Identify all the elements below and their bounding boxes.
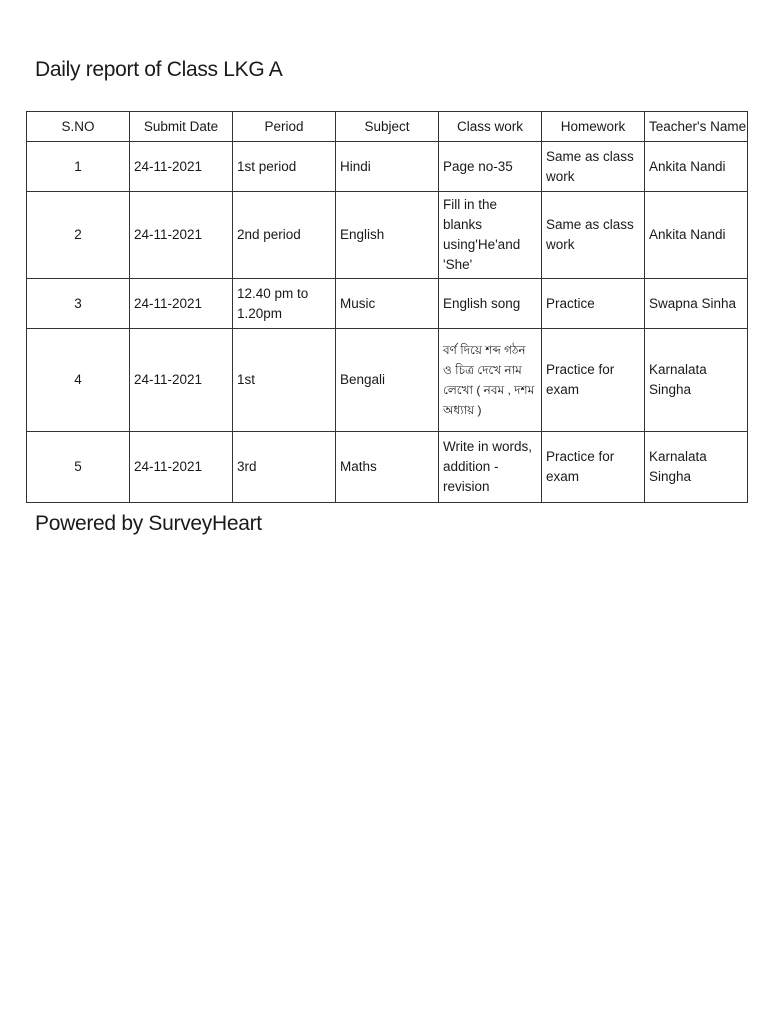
column-header-class-work: Class work [439, 112, 542, 142]
cell-sno: 3 [27, 279, 130, 329]
column-header-period: Period [233, 112, 336, 142]
cell-homework: Practice for exam [542, 329, 645, 432]
cell-subject: Music [336, 279, 439, 329]
cell-class-work: Fill in the blanks using'He'and 'She' [439, 192, 542, 279]
cell-homework: Practice for exam [542, 432, 645, 503]
table-row [27, 142, 748, 192]
cell-period: 3rd [233, 432, 336, 503]
header-row [27, 112, 748, 142]
cell-teacher-name: Karnalata Singha [645, 432, 748, 503]
cell-homework: Practice [542, 279, 645, 329]
column-header-homework: Homework [542, 112, 645, 142]
cell-subject: Bengali [336, 329, 439, 432]
table-row [27, 192, 748, 279]
cell-teacher-name: Ankita Nandi [645, 192, 748, 279]
cell-subject: Hindi [336, 142, 439, 192]
cell-submit-date: 24-11-2021 [130, 192, 233, 279]
cell-homework: Same as class work [542, 142, 645, 192]
column-header-submit-date: Submit Date [130, 112, 233, 142]
column-header-subject: Subject [336, 112, 439, 142]
cell-sno: 2 [27, 192, 130, 279]
cell-homework: Same as class work [542, 192, 645, 279]
cell-subject: Maths [336, 432, 439, 503]
table-row [27, 329, 748, 432]
cell-submit-date: 24-11-2021 [130, 142, 233, 192]
cell-submit-date: 24-11-2021 [130, 432, 233, 503]
cell-teacher-name: Karnalata Singha [645, 329, 748, 432]
cell-submit-date: 24-11-2021 [130, 279, 233, 329]
cell-submit-date: 24-11-2021 [130, 329, 233, 432]
cell-teacher-name: Ankita Nandi [645, 142, 748, 192]
cell-class-work: Write in words, addition - revision [439, 432, 542, 503]
cell-class-work: English song [439, 279, 542, 329]
cell-class-work: Page no-35 [439, 142, 542, 192]
report-table [26, 111, 748, 503]
cell-sno: 4 [27, 329, 130, 432]
cell-class-work: বর্ণ দিয়ে শব্দ গঠন ও চিত্র দেখে নাম লেখো ( নবম , দশম অধ্যায় ) [439, 329, 542, 432]
table-row [27, 432, 748, 503]
table-header [27, 112, 748, 142]
cell-teacher-name: Swapna Sinha [645, 279, 748, 329]
table-row [27, 279, 748, 329]
cell-subject: English [336, 192, 439, 279]
cell-sno: 5 [27, 432, 130, 503]
cell-sno: 1 [27, 142, 130, 192]
column-header-teacher-name: Teacher's Name [645, 112, 748, 142]
page-title: Daily report of Class LKG A [35, 58, 283, 81]
cell-period: 1st [233, 329, 336, 432]
cell-period: 1st period [233, 142, 336, 192]
cell-period: 2nd period [233, 192, 336, 279]
column-header-sno: S.NO [27, 112, 130, 142]
powered-by-footer: Powered by SurveyHeart [35, 512, 262, 535]
cell-period: 12.40 pm to 1.20pm [233, 279, 336, 329]
table-body [27, 142, 748, 503]
